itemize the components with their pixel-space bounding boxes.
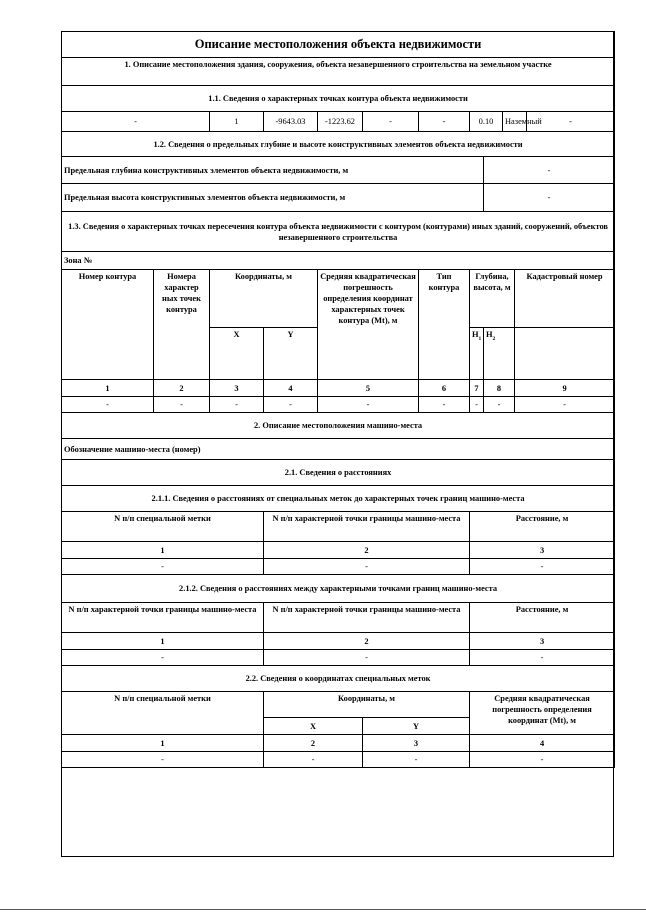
table-cell: - <box>62 752 264 768</box>
table-cell: - <box>419 397 470 413</box>
rms-header: Средняя квадратическая погрешность определения координат характерных точек контура (Mt), м <box>318 270 419 380</box>
table-cell: 0.10 <box>470 112 503 132</box>
cadastral-number-header: Кадастровый номер <box>515 270 615 328</box>
point-number-header: N п/п характерной точки границы машино-места <box>264 512 470 542</box>
height-value: - <box>484 184 615 212</box>
table-cell: Наземный <box>503 112 527 132</box>
distance-header: Расстояние, м <box>470 603 615 633</box>
table-cell: - <box>363 112 419 132</box>
table-cell: - <box>363 752 470 768</box>
table-cell: - <box>264 397 318 413</box>
page-bottom-divider <box>0 909 646 910</box>
table-cell: - <box>264 650 470 666</box>
table-cell: - <box>470 752 615 768</box>
y-header: Y <box>264 328 318 380</box>
column-number-row <box>62 633 615 650</box>
table-row <box>62 650 615 666</box>
column-number: 8 <box>484 380 515 397</box>
column-number: 4 <box>264 380 318 397</box>
column-number: 7 <box>470 380 484 397</box>
contour-type-header: Тип контура <box>419 270 470 380</box>
table-cell: - <box>318 397 419 413</box>
table-cell: - <box>484 397 515 413</box>
column-number: 3 <box>470 542 615 559</box>
contour-number-header: Номер контура <box>62 270 154 380</box>
section-1-heading: 1. Описание местоположения здания, сооружения, объекта незавершенного строительства на земельном участке <box>62 58 615 86</box>
column-number: 1 <box>62 735 264 752</box>
cadastral-subcell <box>515 328 615 380</box>
distance-header: Расстояние, м <box>470 512 615 542</box>
column-number: 2 <box>264 542 470 559</box>
location-description-table <box>61 31 615 768</box>
column-number: 9 <box>515 380 615 397</box>
column-number-row <box>62 542 615 559</box>
mark-number-header: N п/п специальной метки <box>62 692 264 735</box>
table-cell: - <box>154 397 210 413</box>
table-cell: - <box>470 650 615 666</box>
column-number: 2 <box>264 633 470 650</box>
y-header: Y <box>363 718 470 735</box>
table-cell: -1223.62 <box>318 112 363 132</box>
table-cell: 1 <box>210 112 264 132</box>
table-cell: - <box>527 112 615 132</box>
section-2-heading: 2. Описание местоположения машино-места <box>62 413 615 439</box>
table-cell: - <box>62 112 210 132</box>
column-number: 2 <box>264 735 363 752</box>
document-page <box>61 31 614 857</box>
x-header: X <box>264 718 363 735</box>
column-number-row <box>62 735 615 752</box>
section-2-1-1-heading: 2.1.1. Сведения о расстояниях от специальных меток до характерных точек границ машино-места <box>62 486 615 512</box>
column-number: 4 <box>470 735 615 752</box>
table-cell: - <box>470 559 615 575</box>
table-cell: -9643.03 <box>264 112 318 132</box>
table-cell: - <box>470 397 484 413</box>
table-cell: - <box>264 559 470 575</box>
table-cell: - <box>419 112 470 132</box>
contour-point-row <box>62 112 615 132</box>
column-number: 3 <box>210 380 264 397</box>
section-1-1-heading: 1.1. Сведения о характерных точках контура объекта недвижимости <box>62 86 615 112</box>
h2-header: $H_2$ <box>484 328 515 380</box>
table-row <box>62 397 615 413</box>
table-cell: - <box>62 650 264 666</box>
column-number: 1 <box>62 542 264 559</box>
point-number-header: N п/п характерной точки границы машино-места <box>264 603 470 633</box>
section-1-3-heading: 1.3. Сведения о характерных точках пересечения контура объекта недвижимости с контуром (контурами) иных зданий, сооружений, объектов незавершенного строительства <box>62 212 615 252</box>
table-cell: - <box>264 752 363 768</box>
column-number: 3 <box>470 633 615 650</box>
column-number: 5 <box>318 380 419 397</box>
column-number: 3 <box>363 735 470 752</box>
parking-designation-label: Обозначение машино-места (номер) <box>62 439 615 460</box>
section-2-1-2-heading: 2.1.2. Сведения о расстояниях между характерными точками границ машино-места <box>62 575 615 603</box>
coordinates-header: Координаты, м <box>210 270 318 328</box>
column-number: 6 <box>419 380 470 397</box>
table-cell: - <box>62 397 154 413</box>
point-numbers-header: Номера характер ных точек контура <box>154 270 210 380</box>
mark-number-header: N п/п специальной метки <box>62 512 264 542</box>
zone-label: Зона № <box>62 252 615 270</box>
column-number: 1 <box>62 380 154 397</box>
table-cell: - <box>210 397 264 413</box>
coordinates-header: Координаты, м <box>264 692 470 718</box>
section-2-1-heading: 2.1. Сведения о расстояниях <box>62 460 615 486</box>
column-number: 1 <box>62 633 264 650</box>
section-2-2-heading: 2.2. Сведения о координатах специальных меток <box>62 666 615 692</box>
table-row <box>62 559 615 575</box>
depth-label: Предельная глубина конструктивных элементов объекта недвижимости, м <box>62 157 484 184</box>
table-row <box>62 752 615 768</box>
x-header: X <box>210 328 264 380</box>
section-1-2-heading: 1.2. Сведения о предельных глубине и высоте конструктивных элементов объекта недвижимости <box>62 132 615 157</box>
table-cell: - <box>62 559 264 575</box>
table-cell: - <box>515 397 615 413</box>
column-number-row <box>62 380 615 397</box>
depth-height-header: Глубина, высота, м <box>470 270 515 328</box>
rms-header: Средняя квадратическая погрешность определения координат (Mt), м <box>470 692 615 735</box>
point-number-header: N п/п характерной точки границы машино-места <box>62 603 264 633</box>
depth-value: - <box>484 157 615 184</box>
height-label: Предельная высота конструктивных элементов объекта недвижимости, м <box>62 184 484 212</box>
column-number: 2 <box>154 380 210 397</box>
h1-header: $H_1$ <box>470 328 484 380</box>
document-title: Описание местоположения объекта недвижимости <box>62 32 615 58</box>
